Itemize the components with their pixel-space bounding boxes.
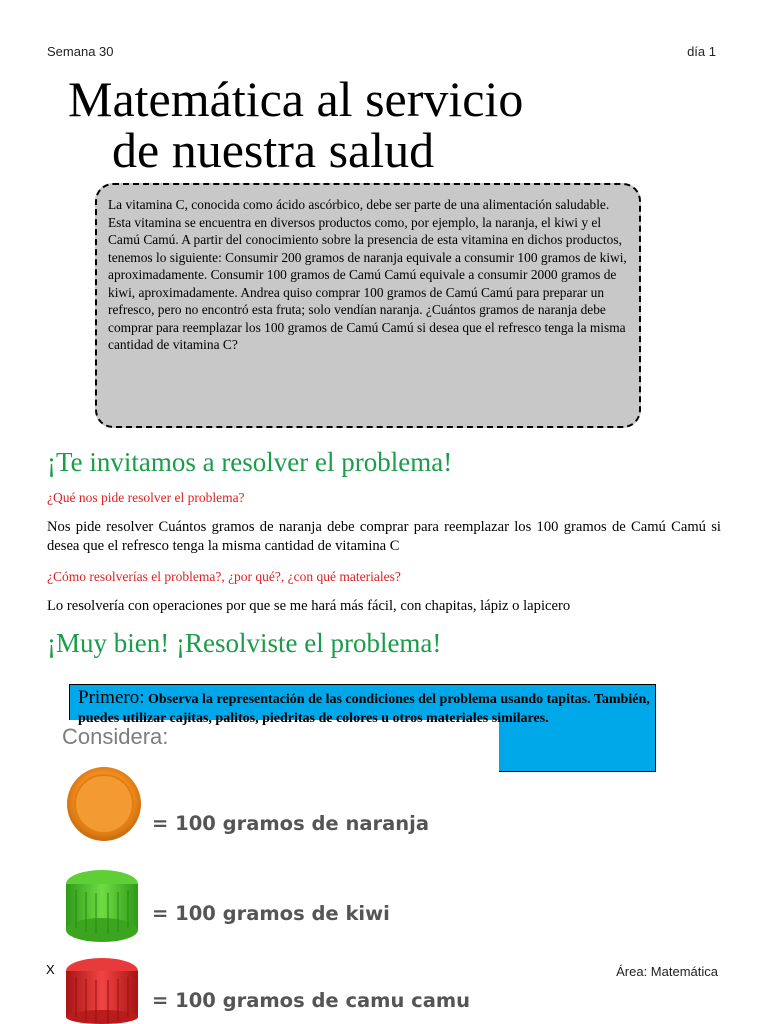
instruction-body: Observa la representación de las condiciones del problema usando tapitas. También, puedes utilizar cajitas, palitos, piedritas de colores u otros materiales similares. <box>78 692 650 726</box>
question-1: ¿Qué nos pide resolver el problema? <box>47 490 245 505</box>
answer-2: Lo resolvería con operaciones por que se me hará más fácil, con chapitas, lápiz o lapicero <box>47 598 571 614</box>
section-heading-solved: ¡Muy bien! ¡Resolviste el problema! <box>47 628 442 658</box>
answer-1: Nos pide resolver Cuántos gramos de naranja debe comprar para reemplazar los 100 gramos de Camú Camú si desea que el refresco tenga la misma cantidad de vitamina C <box>47 519 721 554</box>
page-title-line2: de nuestra salud <box>112 122 435 178</box>
green-cap-icon <box>62 868 142 948</box>
legend-label-red: = 100 gramos de camu camu <box>152 989 471 1012</box>
question-2: ¿Cómo resolverías el problema?, ¿por qué?, ¿con qué materiales? <box>47 569 401 584</box>
red-cap-icon <box>62 955 142 1024</box>
section-heading-invite: ¡Te invitamos a resolver el problema! <box>47 447 453 477</box>
legend-label-green: = 100 gramos de kiwi <box>152 902 390 925</box>
orange-cap-icon <box>62 766 142 846</box>
footer-area-label: Área: Matemática <box>616 964 718 979</box>
legend-label-orange: = 100 gramos de naranja <box>152 812 429 835</box>
week-label: Semana 30 <box>47 44 114 59</box>
day-label: día 1 <box>687 44 716 59</box>
problem-text: La vitamina C, conocida como ácido ascórbico, debe ser parte de una alimentación saludable. Esta vitamina se encuentra en diversos productos como, por ejemplo, la naranja, el kiwi y el Camú Camú. A partir del conocimiento sobre la presencia de esta vitamina en dichos productos, tenemos lo siguiente: Consumir 200 gramos de naranja equivale a consumir 100 gramos de kiwi, aproximadamente. Consumir 100 gramos de Camú Camú equivale a consumir 2000 gramos de kiwi, aproximadamente. Andrea quiso comprar 100 gramos de Camú Camú para preparar un refresco, pero no encontró esta fruta; solo vendían naranja. ¿Cuántos gramos de naranja debe comprar para reemplazar los 100 gramos de Camú Camú si desea que el refresco tenga la misma cantidad de vitamina C? <box>108 197 627 352</box>
consider-label: Considera: <box>62 724 169 749</box>
instruction-text <box>78 688 650 728</box>
legend-row-orange <box>62 766 462 846</box>
instruction-lead: Primero: <box>78 687 145 708</box>
footer-left-mark: X <box>46 962 55 977</box>
page-title-line1: Matemática al servicio <box>68 71 524 127</box>
legend-row-red <box>62 955 502 1024</box>
problem-statement-box <box>95 183 641 428</box>
legend-row-green <box>62 868 462 948</box>
